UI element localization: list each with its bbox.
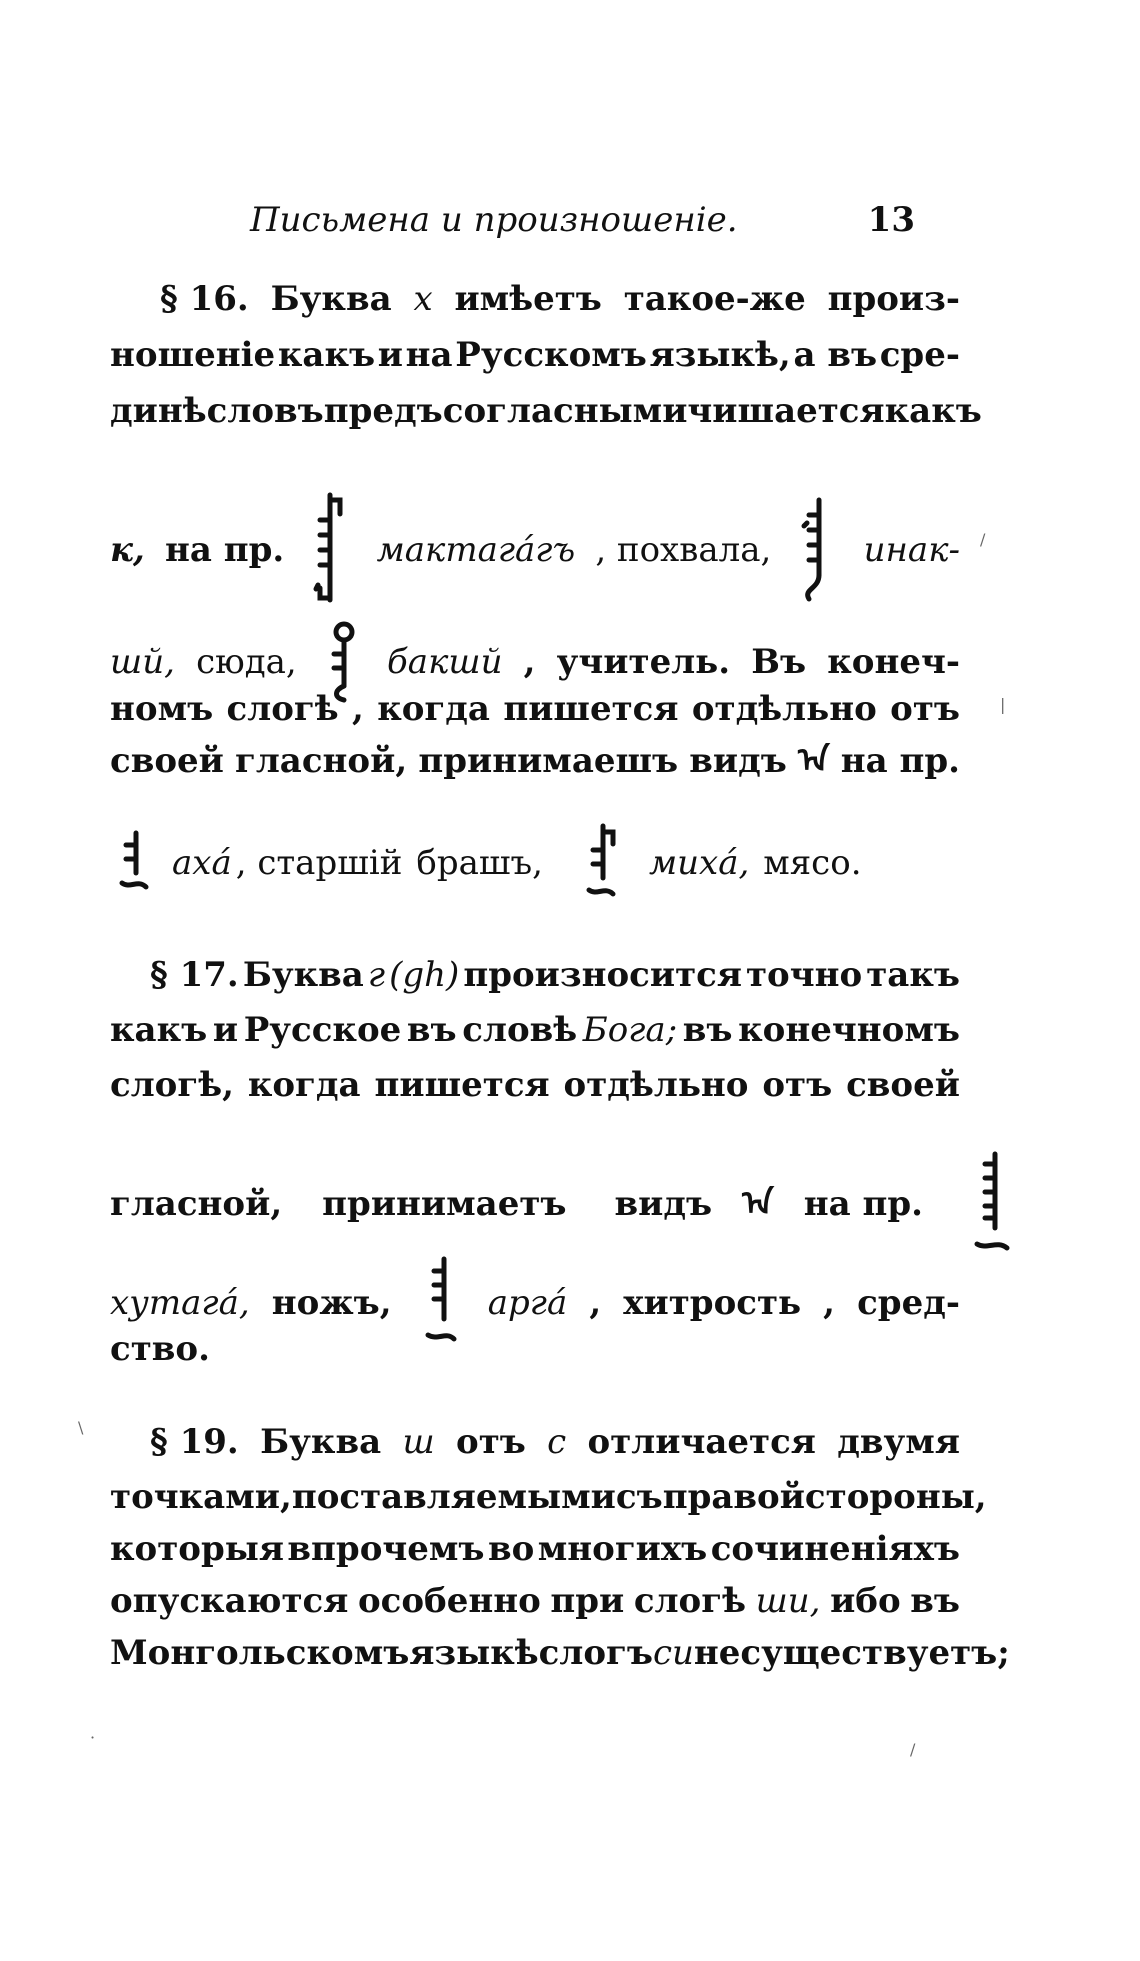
mongolian-letter-glyph: ᠠ bbox=[742, 1184, 774, 1224]
p16-line-2: ношенie какъ и на Русскомъ языкѣ, а въ сре- bbox=[110, 335, 960, 375]
mongolian-word-glyph bbox=[969, 1150, 1013, 1258]
section-mark: § 16. bbox=[160, 279, 249, 319]
p16-line-4: к, на пр. мактагáгъ , похвала, инак- bbox=[110, 490, 960, 610]
p17-line-2: какъ и Русское въ словѣ Бога; въ конечномъ bbox=[110, 1010, 960, 1050]
section-mark: § 17. bbox=[150, 955, 239, 995]
mongolian-word-glyph bbox=[116, 829, 152, 897]
page-number: 13 bbox=[867, 200, 915, 240]
mongolian-word-glyph bbox=[310, 490, 350, 610]
p17-line-1: § 17. Буква г (gh) произносится точно такъ bbox=[150, 955, 960, 995]
p16-line-5: шй, сюда, бакшй , учитель. Въ конеч- bbox=[110, 620, 960, 704]
scan-speck: · bbox=[90, 1728, 96, 1747]
section-mark: § 19. bbox=[150, 1422, 239, 1462]
p16-line-1: § 16. Буква х имѣетъ такое-же произ- bbox=[160, 279, 960, 319]
p16-line-6: номъ слогѣ , когда пишется отдѣльно отъ bbox=[110, 689, 960, 729]
p16-line-7: своей гласной, принимаешъ видъ ᠠ на пр. bbox=[110, 741, 960, 781]
mongolian-word-glyph bbox=[583, 822, 619, 904]
running-title: Письмена и произношенie. bbox=[250, 200, 738, 240]
running-header bbox=[250, 200, 915, 240]
scan-speck: \ bbox=[78, 1418, 84, 1437]
scan-speck: / bbox=[910, 1740, 916, 1759]
mongolian-word-glyph bbox=[797, 495, 837, 605]
p19-line-4: опускаются особенно при слогѣ ши, ибо въ bbox=[110, 1581, 960, 1621]
scan-speck: / bbox=[980, 530, 986, 549]
p19-line-1: § 19. Буква ш отъ с отличается двумя bbox=[150, 1422, 960, 1462]
p17-line-5: хутагá, ножъ, аргá , хитрость , сред- bbox=[110, 1255, 960, 1351]
p16-line-3: динѣ словъ предъ согласными чишается какъ bbox=[110, 391, 982, 431]
p17-line-4: гласной, принимаетъ видъ ᠠ на пр. bbox=[110, 1150, 960, 1258]
p19-line-2: точками, поставляемыми съ правой стороны, bbox=[110, 1477, 987, 1517]
mongolian-letter-glyph: ᠠ bbox=[798, 741, 830, 781]
scan-speck: | bbox=[1000, 695, 1006, 714]
p17-line-3: слогѣ, когда пишется отдѣльно отъ своей bbox=[110, 1065, 960, 1105]
p17-line-6: ство. bbox=[110, 1329, 210, 1369]
p19-line-3: которыя впрочемъ во многихъ сочиненiяхъ bbox=[110, 1529, 960, 1569]
p19-line-5: Монгольскомъ языкѣ слогъ си несуществуетъ; bbox=[110, 1633, 1010, 1673]
p16-line-8: ахá , старшiй брашъ, михá, мясо. bbox=[110, 822, 960, 904]
